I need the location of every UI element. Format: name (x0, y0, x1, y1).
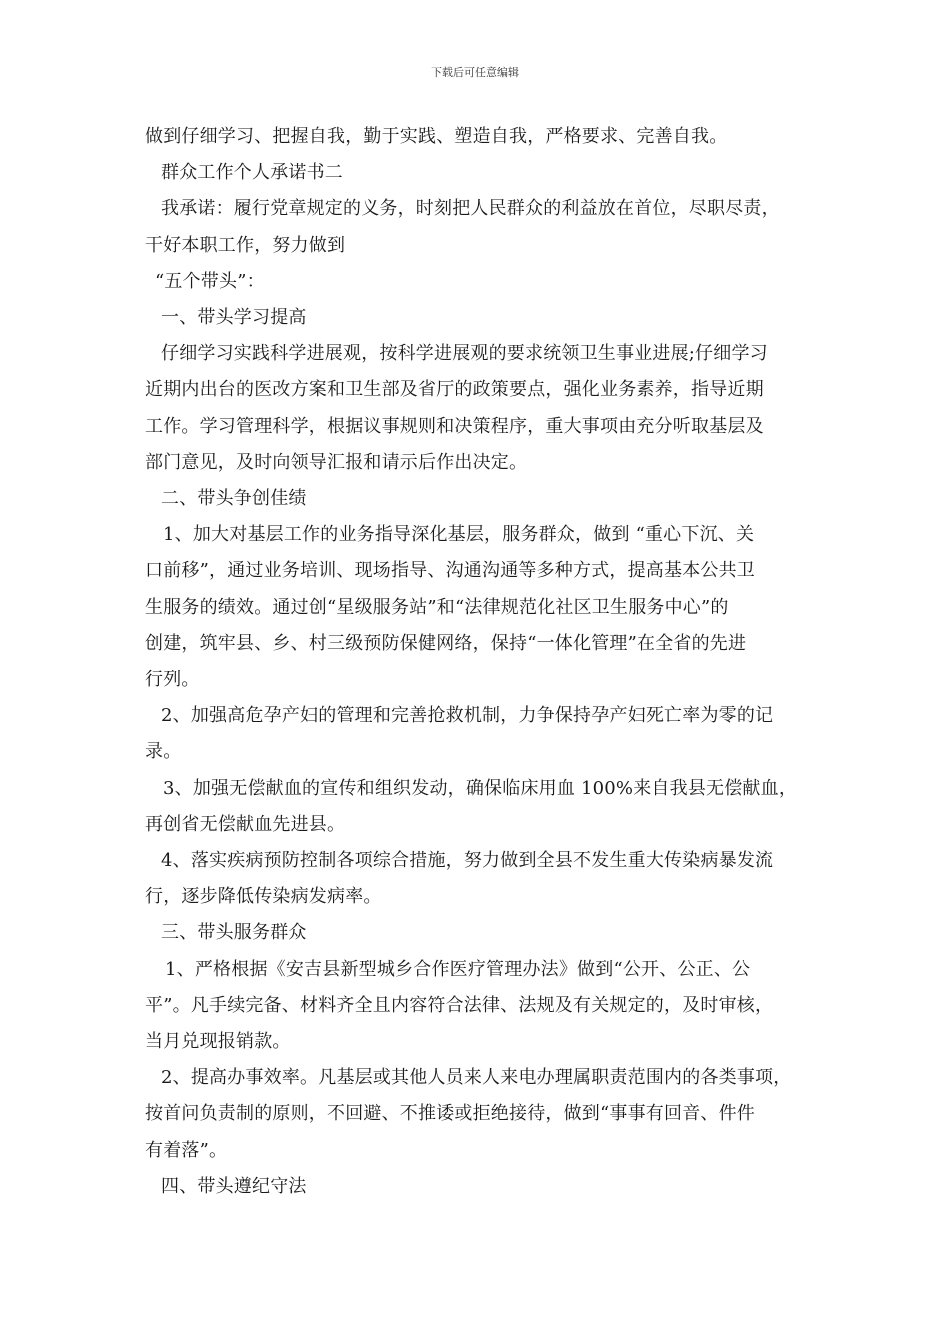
paragraph-line: 我承诺：履行党章规定的义务，时刻把人民群众的利益放在首位，尽职尽责， (161, 198, 780, 220)
paragraph-line: 行列。 (145, 669, 200, 691)
paragraph-line: 4、落实疾病预防控制各项综合措施，努力做到全县不发生重大传染病暴发流 (161, 850, 774, 872)
paragraph-line: 行，逐步降低传染病发病率。 (145, 886, 382, 908)
paragraph-line: 按首问负责制的原则，不回避、不推诿或拒绝接待，做到“事事有回音、件件 (145, 1103, 755, 1125)
paragraph-line: 2、加强高危孕产妇的管理和完善抢救机制，力争保持孕产妇死亡率为零的记 (161, 705, 774, 727)
paragraph-line: 口前移”，通过业务培训、现场指导、沟通沟通等多种方式，提高基本公共卫 (145, 560, 755, 582)
paragraph-line: 做到仔细学习、把握自我，勤于实践、塑造自我，严格要求、完善自我。 (145, 126, 728, 147)
paragraph-line: 近期内出台的医改方案和卫生部及省厅的政策要点，强化业务素养，指导近期 (145, 379, 764, 401)
section-title: 群众工作个人承诺书二 (161, 162, 343, 184)
page-header-note: 下载后可任意编辑 (431, 66, 519, 79)
paragraph-line: 平”。凡手续完备、材料齐全且内容符合法律、法规及有关规定的，及时审核， (145, 994, 774, 1016)
paragraph-line: 仔细学习实践科学进展观，按科学进展观的要求统领卫生事业进展;仔细学习 (161, 343, 768, 365)
paragraph-line: 干好本职工作，努力做到 (145, 234, 346, 256)
paragraph-line: 部门意见，及时向领导汇报和请示后作出决定。 (145, 451, 528, 473)
paragraph-line: 再创省无偿献血先进县。 (145, 813, 346, 835)
paragraph-line: “五个带头”： (155, 270, 265, 292)
paragraph-line: 3、加强无偿献血的宣传和组织发动，确保临床用血 100%来自我县无偿献血， (163, 777, 798, 799)
section-heading: 四、带头遵纪守法 (161, 1175, 307, 1197)
paragraph-line: 1、严格根据《安吉县新型城乡合作医疗管理办法》做到“公开、公正、公 (165, 958, 751, 980)
section-heading: 二、带头争创佳绩 (161, 488, 307, 510)
document-body (145, 119, 835, 1205)
paragraph-line: 有着落”。 (145, 1139, 228, 1161)
paragraph-line: 当月兑现报销款。 (145, 1031, 291, 1053)
paragraph-line: 录。 (145, 741, 182, 763)
paragraph-line: 生服务的绩效。通过创“星级服务站”和“法律规范化社区卫生服务中心”的 (145, 596, 729, 618)
paragraph-line: 1、加大对基层工作的业务指导深化基层，服务群众，做到 “重心下沉、关 (163, 524, 755, 546)
paragraph-line: 创建，筑牢县、乡、村三级预防保健网络，保持“一体化管理”在全省的先进 (145, 632, 747, 654)
paragraph-line: 工作。学习管理科学，根据议事规则和决策程序，重大事项由充分听取基层及 (145, 415, 764, 437)
section-heading: 一、带头学习提高 (161, 307, 307, 329)
paragraph-line: 2、提高办事效率。凡基层或其他人员来人来电办理属职责范围内的各类事项， (161, 1067, 792, 1089)
section-heading: 三、带头服务群众 (161, 922, 307, 944)
